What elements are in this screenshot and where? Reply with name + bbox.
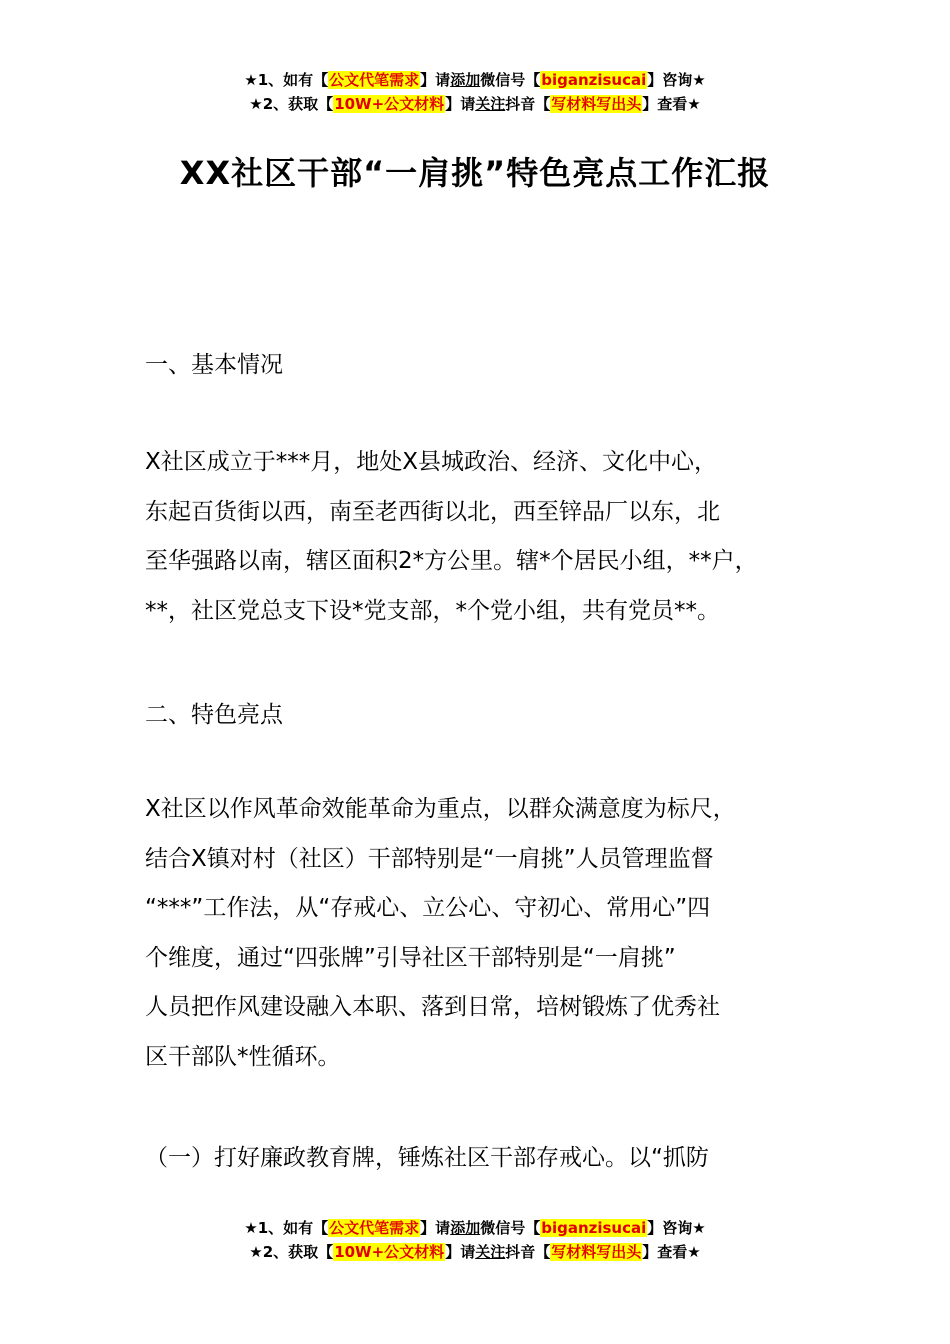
banner-text: ★1、如有【 <box>244 71 329 89</box>
banner-text: 】查看★ <box>642 95 701 113</box>
banner-text: 】请 <box>445 95 476 113</box>
banner-line-1 <box>0 1216 950 1240</box>
banner-line-1 <box>0 68 950 92</box>
paragraph-line: 个维度，通过“四张牌”引导社区干部特别是“一肩挑” <box>145 944 676 971</box>
paragraph-line: 至华强路以南，辖区面积2*方公里。辖*个居民小组，**户， <box>145 548 758 575</box>
banner-highlight: 写材料写出头 <box>551 95 642 113</box>
banner-text: 】咨询★ <box>647 71 706 89</box>
banner-line-2 <box>0 92 950 116</box>
paragraph-line: 人员把作风建设融入本职、落到日常，培树锻炼了优秀社 <box>145 994 720 1021</box>
paragraph-line: 东起百货街以西，南至老西街以北，西至锌品厂以东，北 <box>145 498 720 525</box>
banner-text: 】查看★ <box>642 1243 701 1261</box>
banner-text: 】请 <box>445 1243 476 1261</box>
section-paragraph-basic <box>145 438 815 636</box>
paragraph-line: X社区以作风革命效能革命为重点，以群众满意度为标尺， <box>145 796 736 822</box>
paragraph-line: （一）打好廉政教育牌，锤炼社区干部存戒心。以“抓防 <box>145 1145 709 1171</box>
banner-highlight: biganzisucai <box>541 71 647 89</box>
banner-text: 抖音【 <box>505 1243 551 1261</box>
paragraph-line: 区干部队*性循环。 <box>145 1043 341 1070</box>
section-paragraph-highlights <box>145 785 815 1083</box>
banner-text: 微信号【 <box>480 71 541 89</box>
banner-highlight: biganzisucai <box>541 1219 647 1237</box>
banner-underline: 添加 <box>450 1219 481 1237</box>
banner-text: 】请 <box>420 71 451 89</box>
section-heading-basic: 一、基本情况 <box>145 352 283 378</box>
banner-text: ★2、获取【 <box>249 95 334 113</box>
banner-text: 】咨询★ <box>647 1219 706 1237</box>
banner-text: 抖音【 <box>505 95 551 113</box>
banner-text: ★1、如有【 <box>244 1219 329 1237</box>
banner-highlight: 公文代笔需求 <box>329 71 420 89</box>
banner-highlight: 10W+公文材料 <box>334 1243 445 1261</box>
banner-underline: 关注 <box>475 95 506 113</box>
banner-underline: 添加 <box>450 71 481 89</box>
section-heading-highlights: 二、特色亮点 <box>145 702 283 728</box>
paragraph-line: **，社区党总支下设*党支部，*个党小组，共有党员**。 <box>145 597 720 624</box>
footer-banner <box>0 1216 950 1264</box>
paragraph-line: X社区成立于***月，地处X县城政治、经济、文化中心， <box>145 449 718 475</box>
banner-highlight: 写材料写出头 <box>551 1243 642 1261</box>
banner-text: 】请 <box>420 1219 451 1237</box>
banner-text: ★2、获取【 <box>249 1243 334 1261</box>
banner-underline: 关注 <box>475 1243 506 1261</box>
paragraph-line: “***”工作法，从“存戒心、立公心、守初心、常用心”四 <box>145 895 711 922</box>
section-paragraph-integrity <box>145 1134 815 1184</box>
document-title: XX社区干部“一肩挑”特色亮点工作汇报 <box>179 154 771 192</box>
banner-highlight: 10W+公文材料 <box>334 95 445 113</box>
banner-line-2 <box>0 1240 950 1264</box>
banner-highlight: 公文代笔需求 <box>329 1219 420 1237</box>
paragraph-line: 结合X镇对村（社区）干部特别是“一肩挑”人员管理监督 <box>145 845 714 872</box>
header-banner <box>0 68 950 116</box>
banner-text: 微信号【 <box>480 1219 541 1237</box>
